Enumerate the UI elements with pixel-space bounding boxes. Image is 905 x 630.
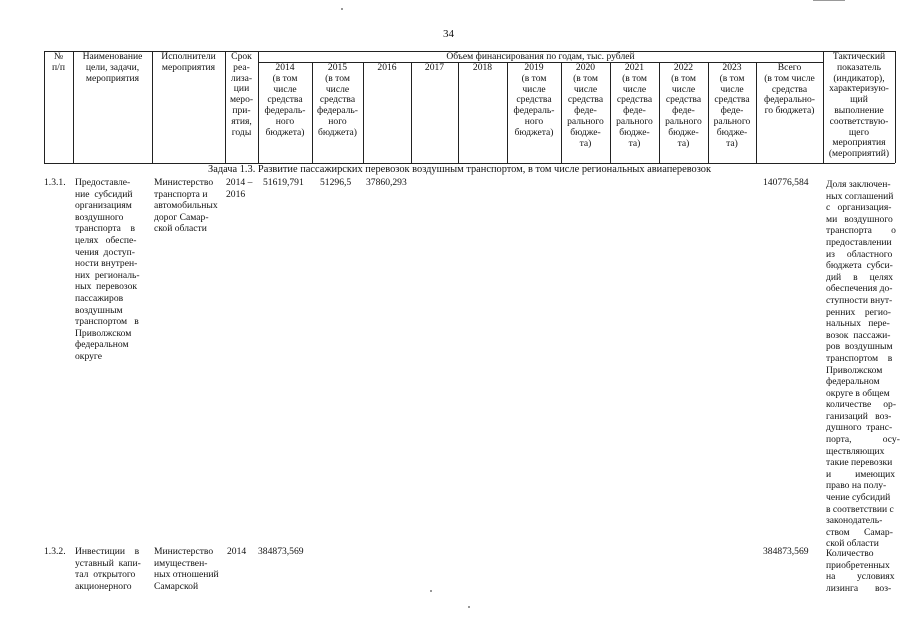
header-indicator: Тактический показатель (индикатор), характеризую- щий выполнение соответствую- щего мероприятия (мероприятий): [828, 51, 890, 160]
row-indicator: Количество приобретенных на условиях лизинга воз-: [826, 548, 895, 594]
scan-mark: [813, 0, 845, 4]
task-title: Задача 1.3. Развитие пассажирских перевозок воздушным транспортом, в том числе региональных авиаперевозок: [208, 164, 712, 175]
header-2019: 2019 (в том числе средства федераль- ного бюджета): [513, 62, 555, 138]
scan-speck: [468, 606, 470, 608]
row-name: Инвестиции в уставный капи- тал открытого акционерного: [75, 546, 141, 592]
header-no: № п/п: [52, 51, 65, 73]
row-term: 2014 – 2016: [226, 177, 253, 200]
row-name: Предоставле- ние субсидий организациям воздушного транспорта в целях обеспе- чения доступ- ности внутрен- них региональ- ных перевозок пассажиров воздушным транспортом в Приволжском федеральном округе: [75, 177, 140, 362]
header-2022: 2022 (в том числе средства феде- рального бюдже- та): [665, 62, 702, 149]
header-2018: 2018: [472, 62, 493, 73]
header-2015: 2015 (в том числе средства федераль- ного бюджета): [317, 62, 358, 138]
header-executors: Исполнители мероприятия: [161, 51, 216, 73]
header-total: Всего (в том числе средства федерально- го бюджета): [764, 62, 815, 117]
header-2021: 2021 (в том числе средства феде- рального бюдже- та): [616, 62, 653, 149]
row-value-2016: 37860,293: [366, 177, 407, 188]
row-executor: Министерство транспорта и автомобильных дорог Самар- ской области: [154, 177, 218, 235]
row-value-2015: 51296,5: [320, 177, 352, 188]
row-executor: Министерство имуществен- ных отношений Самарской: [154, 546, 219, 592]
col-border: [895, 51, 896, 163]
row-value-2014: 51619,791: [263, 177, 304, 188]
header-name: Наименование цели, задачи, мероприятия: [82, 51, 143, 84]
header-2014: 2014 (в том числе средства федераль- ного бюджета): [264, 62, 306, 138]
header-funding-title: Объем финансирования по годам, тыс. рублей: [446, 51, 635, 62]
row-number: 1.3.2.: [44, 546, 66, 557]
row-number: 1.3.1.: [44, 177, 66, 188]
header-2016: 2016: [377, 62, 397, 73]
scan-speck: [341, 8, 343, 10]
col-border: [411, 62, 412, 163]
header-2020: 2020 (в том числе средства феде- рального бюдже- та): [567, 62, 604, 149]
row-indicator: Доля заключен- ных соглашений с организация- ми воздушного транспорта о предоставлении из областного бюджета субси- дий в целях обеспечения до- ступности внут- ренних регио- нальных пере- возок пассажи- ров воздушным транспортом в Приволжском федеральном округе в общем количестве ор- ганизаций воз- душного транс- порта, осу- ществляющих такие перевозки и имеющих право на полу- чение субсидий в соответствии с законодатель- ством Самар- ской области: [826, 179, 900, 550]
scan-speck: [430, 590, 432, 592]
col-border: [363, 62, 364, 163]
page-number: 34: [443, 28, 454, 40]
header-2017: 2017: [424, 62, 445, 73]
header-2023: 2023 (в том числе средства феде- рального бюдже- та): [713, 62, 751, 149]
header-term: Срок реа- лиза- ции меро- при- ятия, годы: [229, 51, 254, 138]
row-total: 140776,584: [763, 177, 809, 188]
row-term: 2014: [227, 546, 247, 557]
row-value-2014: 384873,569: [258, 546, 304, 557]
row-total: 384873,569: [763, 546, 809, 557]
col-border: [458, 62, 459, 163]
